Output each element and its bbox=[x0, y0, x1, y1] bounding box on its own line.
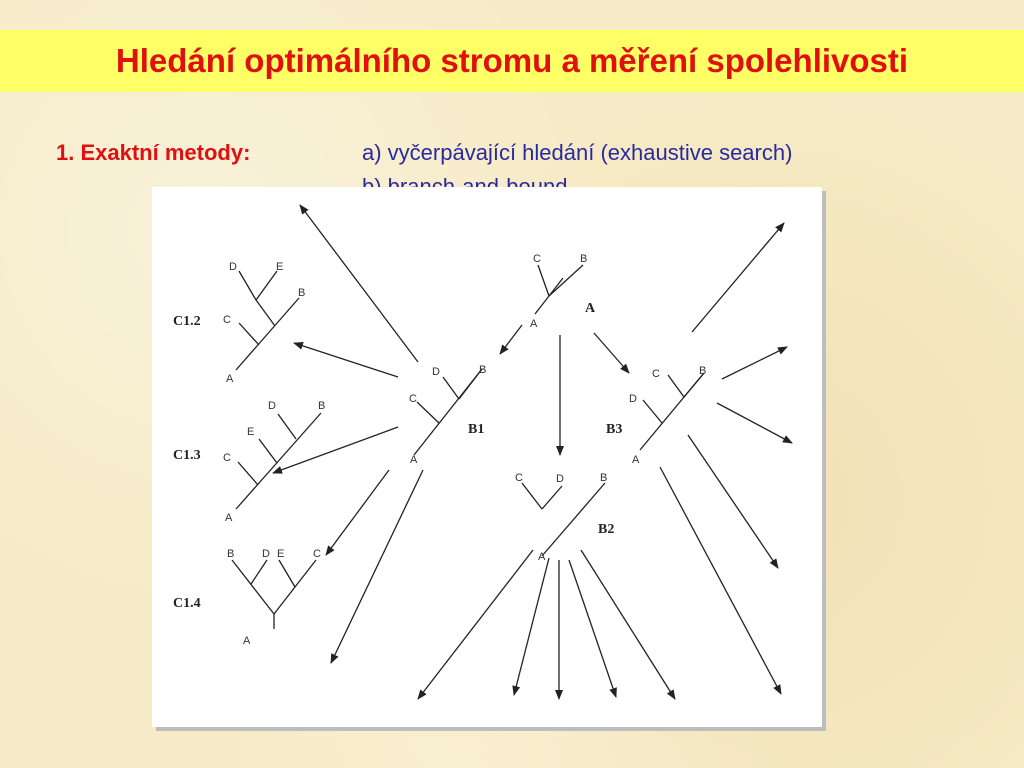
leaf-e: E bbox=[276, 261, 284, 273]
leaf-c: C bbox=[652, 368, 660, 380]
leaf-a: A bbox=[226, 373, 234, 385]
leaf-c: C bbox=[533, 253, 541, 265]
leaf-b: B bbox=[479, 364, 487, 376]
leaf-b: B bbox=[298, 287, 306, 299]
title-bar bbox=[0, 30, 1024, 92]
branch-and-bound-figure bbox=[152, 187, 822, 727]
slide-title: Hledání optimálního stromu a měření spolehlivosti bbox=[115, 42, 909, 79]
leaf-a: A bbox=[632, 454, 640, 466]
leaf-a: A bbox=[530, 318, 538, 330]
tree-label-a: A bbox=[585, 301, 596, 316]
tree-label-c1-4: C1.4 bbox=[173, 596, 201, 611]
leaf-b: B bbox=[318, 400, 326, 412]
leaf-d: D bbox=[629, 393, 637, 405]
tree-label-b1: B1 bbox=[468, 422, 485, 437]
leaf-a: A bbox=[538, 551, 546, 563]
arrows bbox=[273, 205, 792, 699]
method-exhaustive-search: a) vyčerpávající hledání (exhaustive search) bbox=[362, 140, 793, 165]
leaf-a: A bbox=[410, 454, 418, 466]
leaf-a: A bbox=[225, 512, 233, 524]
leaf-c: C bbox=[223, 314, 231, 326]
tree-c1-4 bbox=[173, 548, 321, 647]
tree-label-c1-2: C1.2 bbox=[173, 314, 201, 329]
leaf-d: D bbox=[556, 473, 564, 485]
leaf-d: D bbox=[268, 400, 276, 412]
tree-b2 bbox=[515, 472, 614, 563]
leaf-d: D bbox=[262, 548, 270, 560]
leaf-c: C bbox=[409, 393, 417, 405]
tree-b3 bbox=[606, 365, 706, 466]
leaf-e: E bbox=[277, 548, 285, 560]
leaf-c: C bbox=[223, 452, 231, 464]
leaf-c: C bbox=[313, 548, 321, 560]
leaf-a: A bbox=[243, 635, 251, 647]
tree-c1-2 bbox=[173, 261, 305, 385]
leaf-c: C bbox=[515, 472, 523, 484]
tree-label-c1-3: C1.3 bbox=[173, 448, 201, 463]
leaf-b: B bbox=[699, 365, 707, 377]
leaf-b: B bbox=[580, 253, 588, 265]
section-heading: 1. Exaktní metody: bbox=[56, 140, 251, 165]
tree-label-b2: B2 bbox=[598, 522, 615, 537]
leaf-e: E bbox=[247, 426, 255, 438]
leaf-d: D bbox=[229, 261, 237, 273]
leaf-d: D bbox=[432, 366, 440, 378]
leaf-b: B bbox=[600, 472, 608, 484]
leaf-b: B bbox=[227, 548, 235, 560]
tree-label-b3: B3 bbox=[606, 422, 623, 437]
tree-b1 bbox=[409, 364, 486, 466]
tree-a bbox=[530, 253, 596, 330]
tree-diagram bbox=[152, 187, 822, 727]
